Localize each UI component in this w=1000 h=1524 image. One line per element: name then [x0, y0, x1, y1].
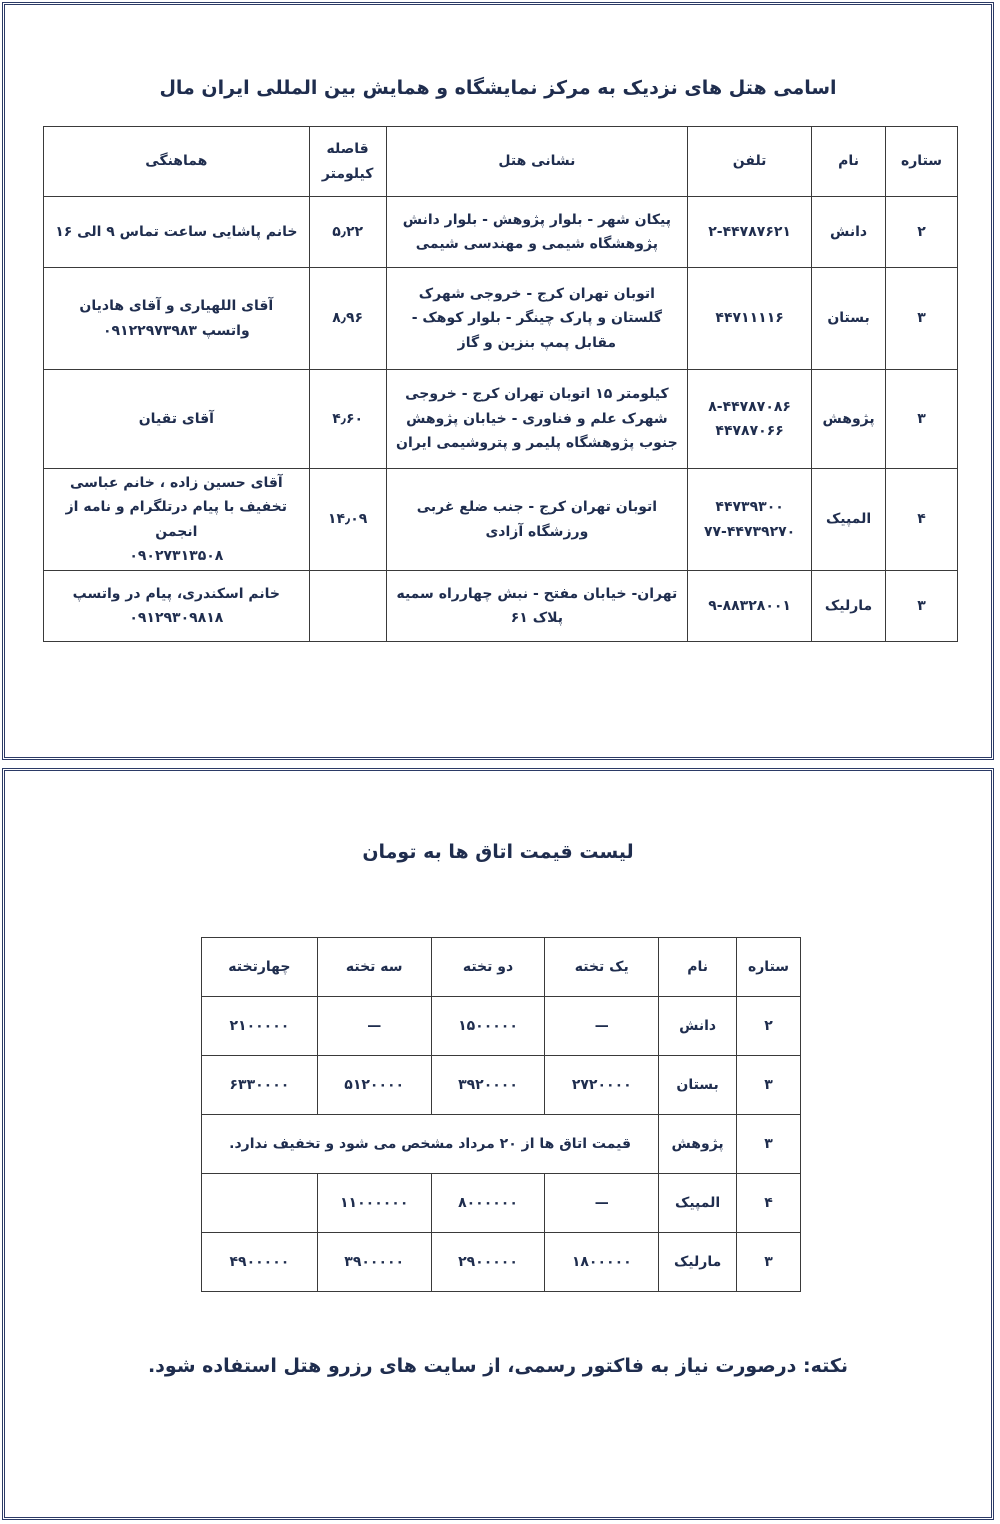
row-address: کیلومتر ۱۵ اتوبان تهران کرج - خروجی شهرک علم و فناوری - خیابان پژوهش جنوب پژوهشگاه پلیمر و پتروشیمی ایران [386, 370, 688, 469]
row-name: مارلیک [812, 571, 886, 642]
price-double: ۳۹۲۰۰۰۰ [431, 1056, 545, 1115]
table-row [202, 1056, 801, 1115]
price-triple: ۵۱۲۰۰۰۰ [317, 1056, 431, 1115]
row-address: پیکان شهر - بلوار پژوهش - بلوار دانش پژوهشگاه شیمی و مهندسی شیمی [386, 197, 688, 268]
coordination-line: خانم اسکندری، پیام در واتسپ [72, 585, 280, 602]
price-single: ۲۷۲۰۰۰۰ [545, 1056, 659, 1115]
row-address: اتوبان تهران کرج - جنب ضلع غربی ورزشگاه آزادی [386, 469, 688, 571]
row-coordination [44, 370, 310, 469]
row-address: تهران- خیابان مفتح - نبش چهارراه سمیه پلاک ۶۱ [386, 571, 688, 642]
row-coordination [44, 571, 310, 642]
row-stars: ۲ [886, 197, 958, 268]
price-merged-note: قیمت اتاق ها از ۲۰ مرداد مشخص می شود و تخفیف ندارد. [202, 1115, 659, 1174]
table-row [202, 1174, 801, 1233]
coordination-line: خانم پاشایی ساعت تماس ۹ الی ۱۶ [55, 223, 298, 240]
phone-line: ۲-۴۴۷۸۷۶۲۱ [708, 223, 791, 240]
phone-line: ۸-۴۴۷۸۷۰۸۶ [708, 398, 791, 415]
invoice-note: نکته: درصورت نیاز به فاکتور رسمی، از سایت های رزرو هتل استفاده شود. [147, 1355, 849, 1377]
coordination-line: آقای اللهیاری و آقای هادیان [79, 298, 274, 314]
phone-line: ۴۴۷۱۱۱۱۶ [715, 310, 784, 327]
coordination-line: تخفیف با پیام درتلگرام و نامه از انجمن [65, 499, 288, 540]
price-quad: ۶۳۳۰۰۰۰ [202, 1056, 318, 1115]
row-address: اتوبان تهران کرج - خروجی شهرک گلستان و پارک چینگر - بلوار کوهک - مقابل پمپ بنزین و گاز [386, 268, 688, 370]
hotels-title: اسامی هتل های نزدیک به مرکز نمایشگاه و همایش بین المللی ایران مال [159, 77, 837, 99]
phone-line: ۷۷-۴۴۷۳۹۲۷۰ [703, 523, 796, 540]
row-distance: ۵٫۲۲ [309, 197, 386, 268]
row-coordination [44, 469, 310, 571]
header-stars: ستاره [737, 938, 801, 997]
coordination-line: آقای حسین زاده ، خانم عباسی [69, 474, 283, 491]
row-phone [688, 370, 812, 469]
price-double: ۱۵۰۰۰۰۰ [431, 997, 545, 1056]
prices-title: لیست قیمت اتاق ها به تومان [362, 841, 634, 863]
header-distance [309, 127, 386, 197]
header-name: نام [812, 127, 886, 197]
price-single: — [545, 1174, 659, 1233]
row-phone [688, 469, 812, 571]
header-double: دو تخته [431, 938, 545, 997]
table-row [202, 1115, 801, 1174]
row-distance: ۱۴٫۰۹ [309, 469, 386, 571]
header-stars: ستاره [886, 127, 958, 197]
row-stars: ۳ [886, 370, 958, 469]
price-stars: ۳ [737, 1233, 801, 1292]
row-distance: ۸٫۹۶ [309, 268, 386, 370]
row-phone [688, 571, 812, 642]
header-name: نام [659, 938, 737, 997]
price-quad: ۴۹۰۰۰۰۰ [202, 1233, 318, 1292]
phone-line: ۴۴۷۸۷۰۶۶ [715, 423, 784, 439]
row-stars: ۴ [886, 469, 958, 571]
table-row [202, 997, 801, 1056]
price-triple: — [317, 997, 431, 1056]
phone-line: ۹-۸۸۳۲۸۰۰۱ [708, 597, 791, 614]
page-hotels [2, 2, 994, 760]
row-name: بستان [812, 268, 886, 370]
table-row [44, 469, 958, 571]
hotels-header-row [44, 127, 958, 197]
price-quad [202, 1174, 318, 1233]
price-single: — [545, 997, 659, 1056]
coordination-line: آقای تقیان [138, 410, 214, 427]
header-quad: چهارتخته [202, 938, 318, 997]
table-row [44, 197, 958, 268]
price-name: المپیک [659, 1174, 737, 1233]
row-stars: ۳ [886, 268, 958, 370]
row-phone [688, 197, 812, 268]
header-single: یک تخته [545, 938, 659, 997]
hotels-table [43, 126, 958, 642]
table-row [44, 571, 958, 642]
price-triple: ۱۱۰۰۰۰۰۰ [317, 1174, 431, 1233]
price-stars: ۲ [737, 997, 801, 1056]
table-row [44, 370, 958, 469]
prices-table [201, 937, 801, 1292]
price-name: دانش [659, 997, 737, 1056]
row-distance: ۴٫۶۰ [309, 370, 386, 469]
coordination-line: ۰۹۱۲۹۳۰۹۸۱۸ [129, 610, 224, 626]
header-distance-line1: قاصله [326, 141, 369, 157]
price-single: ۱۸۰۰۰۰۰ [545, 1233, 659, 1292]
price-stars: ۴ [737, 1174, 801, 1233]
header-distance-line2: کیلومتر [321, 165, 374, 182]
prices-header-row [202, 938, 801, 997]
header-address: نشانی هتل [386, 127, 688, 197]
price-stars: ۳ [737, 1056, 801, 1115]
row-coordination [44, 268, 310, 370]
phone-line: ۴۴۷۳۹۳۰۰ [715, 499, 784, 515]
price-triple: ۳۹۰۰۰۰۰ [317, 1233, 431, 1292]
page-prices [2, 768, 994, 1520]
table-row [44, 268, 958, 370]
coordination-line: ۰۹۰۲۷۳۱۳۵۰۸ [129, 548, 224, 564]
header-triple: سه تخته [317, 938, 431, 997]
coordination-line: واتسپ ۰۹۱۲۲۹۷۳۹۸۳ [102, 322, 250, 339]
price-stars: ۳ [737, 1115, 801, 1174]
row-stars: ۳ [886, 571, 958, 642]
price-name: بستان [659, 1056, 737, 1115]
row-distance [309, 571, 386, 642]
price-double: ۲۹۰۰۰۰۰ [431, 1233, 545, 1292]
row-name: پژوهش [812, 370, 886, 469]
header-phone: تلفن [688, 127, 812, 197]
price-quad: ۲۱۰۰۰۰۰ [202, 997, 318, 1056]
price-name: پژوهش [659, 1115, 737, 1174]
price-double: ۸۰۰۰۰۰۰ [431, 1174, 545, 1233]
table-row [202, 1233, 801, 1292]
row-name: المپیک [812, 469, 886, 571]
header-coordination: هماهنگی [44, 127, 310, 197]
row-name: دانش [812, 197, 886, 268]
row-phone [688, 268, 812, 370]
row-coordination [44, 197, 310, 268]
price-name: مارلیک [659, 1233, 737, 1292]
